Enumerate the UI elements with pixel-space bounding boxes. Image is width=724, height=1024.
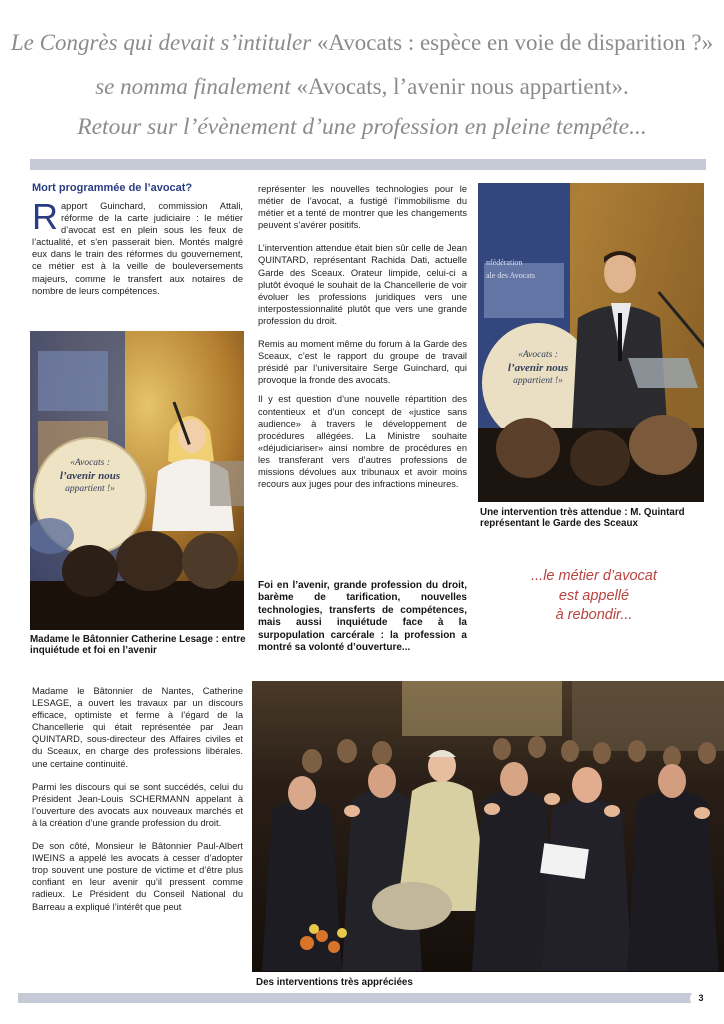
col2-paragraph: L’intervention attendue était bien sûr celle de Jean QUINTARD, représentant Rachida Dati, actuelle Garde des Sceaux. Orateur limpide, celui-ci a plutôt évoqué le souhait de la Chancellerie de voir évoluer les professions juridiques vers une interpostessionnalité plutôt que vers une grande profession du droit. — [258, 243, 467, 326]
drop-cap: R — [32, 196, 58, 237]
col1-paragraph: De son côté, Monsieur le Bâtonnier Paul-Albert IWEINS a appelé les avocats à cesser d’adopter trop souvent une posture de victime et d’être plus confiant en leur avenir qu’il pressent comme radieux. Le Président du Conseil National du Barreau a expliqué l’intérêt que peut — [32, 841, 243, 912]
caption-photo-3: Des interventions très appréciées — [256, 977, 413, 988]
bold-summary: Foi en l’avenir, grande profession du droit, barème de tarification, nouvelles technologies, transferts de compétences, mais aussi inquiétude face à la surpopulation carcérale : la profession a montré sa volonté d’ouverture... — [258, 580, 467, 654]
header-line-3: Retour sur l’évènement d’une profession en pleine tempête... — [77, 114, 647, 140]
col1-paragraph: Parmi les discours qui se sont succédés, celui du Président Jean-Louis SCHERMANN appelant à l’ouverture des avocats aux nouveaux marchés et à la création d’une grande profession du droit. — [32, 781, 243, 828]
section-title: Mort programmée de l’avocat? — [32, 182, 193, 194]
col2-paragraph: Il y est question d’une nouvelle répartition des contentieux et d’un concept de «justice sans audience» à travers le développement de procédures allégées. La Ministre souhaite «déjudiciariser» ainsi nombre de procédures en les transferant vers d’autres professions de missions dévolues aux tribunaux et avoir moins recours aux juges pour des infractions mineures. — [258, 394, 467, 490]
page-number: 3 — [690, 991, 712, 1006]
col1-paragraph: Madame le Bâtonnier de Nantes, Catherine LESAGE, a ouvert les travaux par un discours efficace, optimiste et ferme à l’égard de la Chancellerie qui était représentée par Jean QUINTARD, sous-directeur des Affaires civiles et du Sceaux, en charge des professions libérales. une certaine continuité. — [32, 686, 243, 769]
top-divider-band — [30, 159, 706, 170]
bottom-divider-band — [18, 993, 694, 1003]
header-line-1: Le Congrès qui devait s’intituler «Avocats : espèce en voie de disparition ?» — [10, 30, 714, 55]
col2-paragraph: représenter les nouvelles technologies pour le métier de l’avocat, a fustigé l’immobilisme du métier et a tenté de montrer que les changements peuvent s’avérer positifs. — [258, 184, 467, 231]
column-2-text — [258, 183, 467, 497]
photo-audience — [252, 681, 724, 972]
caption-photo-2: Une intervention très attendue : M. Quintard représentant le Garde des Sceaux — [480, 507, 685, 529]
banner-quote: «Avocats : l’avenir nous appartient !» — [507, 350, 569, 386]
col2-paragraph: Remis au moment même du forum à la Garde des Sceaux, c’est le rapport du groupe de travail présidé par l’universitaire Serge Guinchard, qui provoque la fronde des avocats. — [258, 339, 467, 386]
photo-speaker-lesage — [30, 331, 244, 630]
column-1-bottom-text — [32, 685, 243, 920]
banner-quote: «Avocats : l’avenir nous appartient !» — [59, 458, 121, 494]
caption-photo-1: Madame le Bâtonnier Catherine Lesage : entre inquiétude et foi en l’avenir — [30, 634, 246, 656]
intro-paragraph: Rapport Guinchard, commission Attali, réforme de la carte judiciaire : le métier d’avocat est en plein sous les feux de l’actualité, et s’en passerait bien. Montés malgré eux dans le train des réformes du gouvernement, ce métier est à la veille de bouleversements majeurs, comme le transfert aux notaires de nombre de leurs compétences. — [32, 196, 243, 296]
photo-speaker-quintard — [478, 183, 704, 502]
pull-quote: ...le métier d’avocat est appellé à rebondir... — [531, 568, 657, 623]
header-line-2: se nomma finalement «Avocats, l’avenir nous appartient». — [95, 74, 629, 99]
banner-side-text: nfédération ale des Avocats — [486, 258, 536, 280]
